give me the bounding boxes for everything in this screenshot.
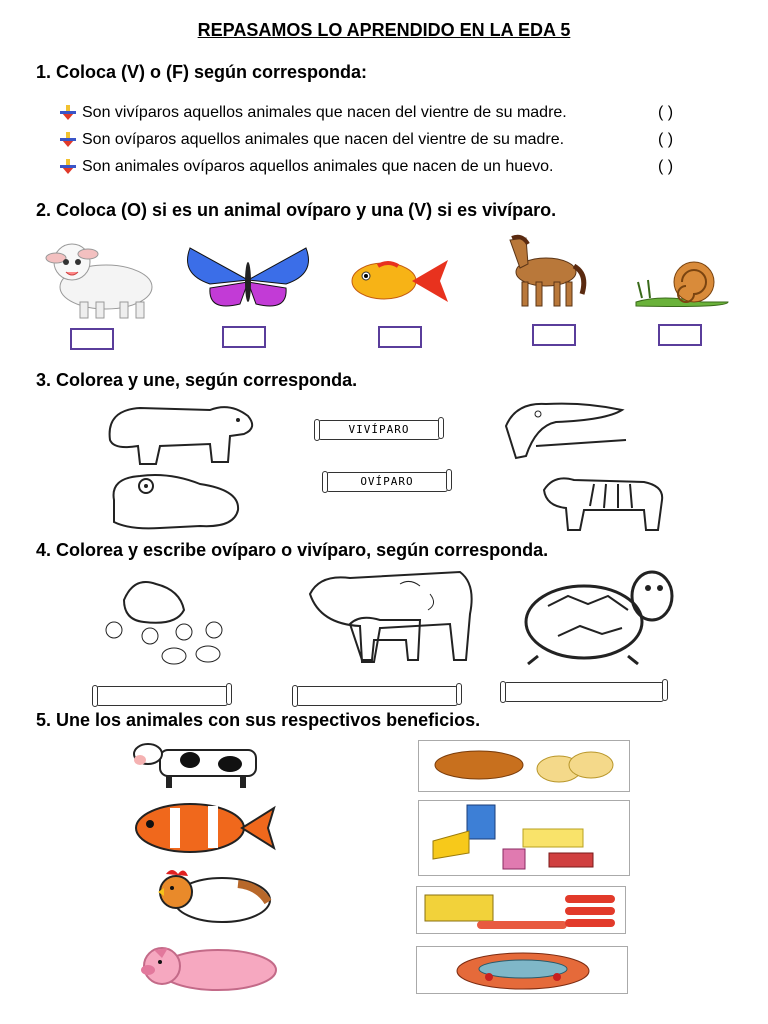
- sheep-image: [36, 232, 160, 320]
- dairy-products-image: [419, 801, 629, 875]
- hen-image: [148, 866, 274, 928]
- statement-3-text: Son animales ovíparos aquellos animales que nacen de un huevo.: [82, 158, 554, 175]
- toucan-outline-image: [496, 396, 630, 464]
- answer-box-horse[interactable]: [532, 324, 576, 346]
- benefit-leather-sausages: [416, 886, 626, 934]
- frog-outline-image: [100, 470, 246, 534]
- question-4-heading: 4. Colorea y escribe ovíparo o vivíparo, según corresponda.: [36, 540, 549, 560]
- label-oviparo[interactable]: OVÍPARO: [326, 472, 448, 492]
- answer-slot-2[interactable]: ( ): [658, 131, 674, 148]
- statement-2: [60, 131, 564, 149]
- answer-box-fish[interactable]: [378, 326, 422, 348]
- pig-image: [132, 946, 284, 992]
- statement-3: [60, 158, 553, 176]
- statement-2-text: Son ovíparos aquellos animales que nacen del vientre de su madre.: [82, 131, 565, 148]
- answer-scroll-turtle[interactable]: [504, 682, 664, 702]
- benefit-fish-dish: [416, 946, 628, 994]
- cow-image: [130, 740, 280, 790]
- snail-image: [632, 258, 732, 308]
- bear-outline-image: [100, 400, 260, 470]
- butter-sausages-image: [417, 887, 625, 933]
- question-1-heading: 1. Coloca (V) o (F) según corresponda:: [36, 62, 368, 82]
- butterfly-image: [180, 244, 316, 316]
- clownfish-image: [132, 800, 276, 856]
- benefit-dairy: [418, 800, 630, 876]
- tiger-outline-image: [534, 470, 674, 536]
- label-viviparo[interactable]: VIVÍPARO: [318, 420, 440, 440]
- fish-image: [348, 256, 452, 306]
- statement-1-text: Son vivíparos aquellos animales que nacen del vientre de su madre.: [82, 104, 567, 121]
- bullet-arrow-icon: [60, 132, 76, 148]
- answer-scroll-cow[interactable]: [296, 686, 458, 706]
- fish-dish-image: [417, 947, 627, 993]
- question-5-heading: 5. Une los animales con sus respectivos beneficios.: [36, 710, 481, 730]
- bullet-arrow-icon: [60, 159, 76, 175]
- hen-chicks-outline-image: [84, 570, 240, 666]
- answer-scroll-hen[interactable]: [96, 686, 228, 706]
- question-3-heading: 3. Colorea y une, según corresponda.: [36, 370, 358, 390]
- horse-image: [492, 234, 588, 308]
- answer-box-snail[interactable]: [658, 324, 702, 346]
- question-2-heading: 2. Coloca (O) si es un animal ovíparo y una (V) si es vivíparo.: [36, 200, 557, 220]
- turtle-outline-image: [518, 566, 678, 666]
- statement-1: [60, 104, 567, 122]
- answer-slot-3[interactable]: ( ): [658, 158, 674, 175]
- benefit-meat-eggs: [418, 740, 630, 792]
- answer-slot-1[interactable]: ( ): [658, 104, 674, 121]
- worksheet-title: REPASAMOS LO APRENDIDO EN LA EDA 5: [197, 20, 571, 40]
- bullet-arrow-icon: [60, 105, 76, 121]
- roast-chicken-eggs-image: [419, 741, 629, 791]
- cow-calf-outline-image: [290, 564, 480, 668]
- answer-box-sheep[interactable]: [70, 328, 114, 350]
- answer-box-butterfly[interactable]: [222, 326, 266, 348]
